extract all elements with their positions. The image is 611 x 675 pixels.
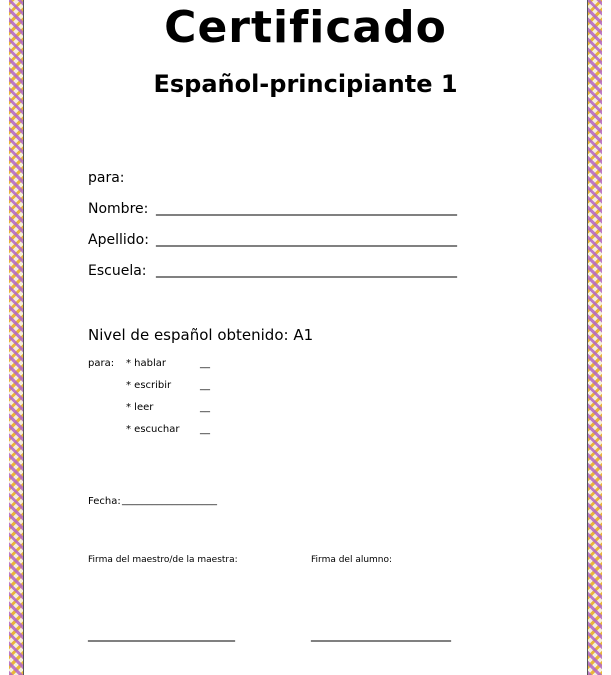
certificate-title: Certificado xyxy=(164,2,447,53)
escuela-field-line[interactable]: ___________________________________________ xyxy=(156,262,457,278)
decorative-border-left xyxy=(9,0,23,675)
decorative-border-right xyxy=(588,0,602,675)
escuela-label: Escuela: xyxy=(88,263,147,279)
skill-escribir-blank[interactable]: __ xyxy=(200,380,210,391)
skill-escuchar-blank[interactable]: __ xyxy=(200,424,210,435)
fecha-field-line[interactable]: ___________________ xyxy=(122,495,217,506)
teacher-signature-line[interactable]: _____________________ xyxy=(88,626,235,642)
para-label: para: xyxy=(88,170,125,186)
nombre-field-line[interactable]: ___________________________________________ xyxy=(156,200,457,216)
student-signature-label: Firma del alumno: xyxy=(311,555,393,565)
skill-leer-blank[interactable]: __ xyxy=(200,402,210,413)
skill-escuchar: * escuchar xyxy=(126,424,180,435)
fecha-label: Fecha: xyxy=(88,496,121,507)
nombre-label: Nombre: xyxy=(88,201,149,217)
skill-escribir: * escribir xyxy=(126,380,172,391)
apellido-field-line[interactable]: ___________________________________________ xyxy=(156,231,457,247)
skill-hablar-blank[interactable]: __ xyxy=(200,358,210,369)
skill-hablar: * hablar xyxy=(126,358,167,369)
student-signature-line[interactable]: ____________________ xyxy=(311,626,451,642)
level-obtained-text: Nivel de español obtenido: A1 xyxy=(88,326,314,344)
skill-leer: * leer xyxy=(126,402,154,413)
teacher-signature-label: Firma del maestro/de la maestra: xyxy=(88,555,238,565)
certificate-subtitle: Español-principiante 1 xyxy=(153,70,458,98)
apellido-label: Apellido: xyxy=(88,232,149,248)
skills-para-label: para: xyxy=(88,358,115,369)
